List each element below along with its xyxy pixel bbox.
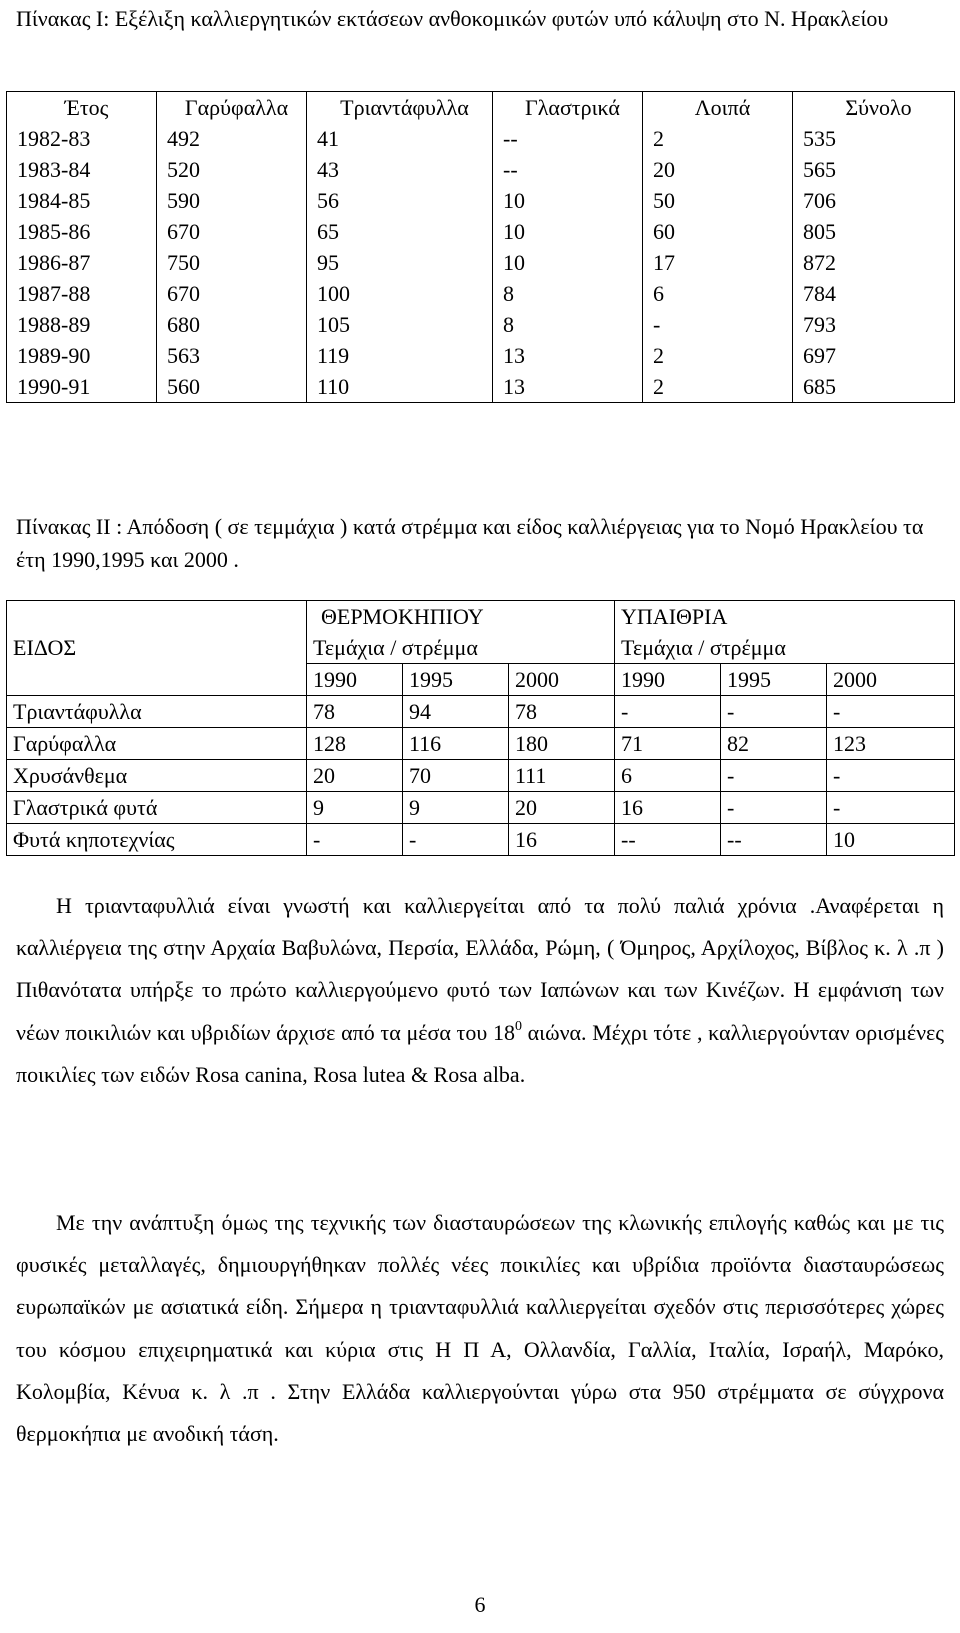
table2-kind-cell: Χρυσάνθεμα	[7, 760, 307, 792]
table2-value-cell: 180	[509, 728, 615, 760]
table2-value-cell: -	[615, 696, 721, 728]
table2-value-cell: 123	[827, 728, 955, 760]
table1-cell: 590	[157, 185, 307, 216]
paragraph-rose-history-text: Η τριανταφυλλιά είναι γνωστή και καλλιεργείται από τα πολύ παλιά χρόνια .Αναφέρεται η καλλιέργεια της στην Αρχαία Βαβυλώνα, Περσία, Ελλάδα, Ρώμη, ( Όμηρος, Αρχίλοχος, Βίβλος κ. λ .π ) Πιθανότατα υπήρξε το πρώτο καλλιεργούμενο φυτό των Ιαπώνων και των Κινέζων. Η εμφάνιση των νέων ποικιλιών και υβριδίων άρχισε από τα μέσα του 18	[16, 893, 944, 1045]
table1-cell: 750	[157, 247, 307, 278]
table2-value-cell: -	[827, 760, 955, 792]
table1-cell: 1983-84	[7, 154, 157, 185]
paragraph-rose-cultivation-today: Με την ανάπτυξη όμως της τεχνικής των διασταυρώσεων της κλωνικής επιλογής καθώς και με τις φυσικές μεταλλαγές, δημιουργήθηκαν πολλές νέες ποικιλίες και υβρίδια προϊόντα διασταυρώσεως ευρωπαϊκών με ασιατικά είδη. Σήμερα η τριανταφυλλιά καλλιεργείται σχεδόν στις περισσότερες χώρες του κόσμου επιχειρηματικά και κύρια στις Η Π Α, Ολλανδία, Γαλλία, Ιταλία, Ισραήλ, Μαρόκο, Κολομβία, Κένυα κ. λ .π . Στην Ελλάδα καλλιεργούνται γύρω στα 950 στρέμματα σε σύγχρονα θερμοκήπια με ανοδική τάση.	[16, 1210, 944, 1447]
table1-cell: 6	[643, 278, 793, 309]
table2-value-cell: 71	[615, 728, 721, 760]
table2-group-outdoor: ΥΠΑΙΘΡΙΑ	[615, 601, 955, 633]
table2-row	[7, 824, 955, 856]
table1-cell: 56	[307, 185, 493, 216]
table2-year-cell: 2000	[509, 664, 615, 696]
table2-value-cell: 16	[615, 792, 721, 824]
table1-cell: 8	[493, 309, 643, 340]
table1-cell: 1985-86	[7, 216, 157, 247]
table1-cultivation-areas	[6, 91, 955, 403]
table1-row	[7, 278, 955, 309]
table1-cell: 520	[157, 154, 307, 185]
table1-cell: 872	[793, 247, 955, 278]
table2-value-cell: 20	[307, 760, 403, 792]
table2-value-cell: 16	[509, 824, 615, 856]
table1-cell: 10	[493, 216, 643, 247]
table2-unit-outdoor: Τεμάχια / στρέμμα	[615, 632, 955, 664]
table2-value-cell: 82	[721, 728, 827, 760]
table1-cell: 13	[493, 340, 643, 371]
table2-value-cell: 9	[307, 792, 403, 824]
table2-value-cell: 78	[509, 696, 615, 728]
table1-cell: 793	[793, 309, 955, 340]
table2-value-cell: 10	[827, 824, 955, 856]
table1-cell: 110	[307, 371, 493, 403]
table1-cell: 1989-90	[7, 340, 157, 371]
table1-row	[7, 247, 955, 278]
table1-row	[7, 185, 955, 216]
table2-value-cell: -	[307, 824, 403, 856]
table2-value-cell: 70	[403, 760, 509, 792]
table1-cell: 119	[307, 340, 493, 371]
table1-cell: -	[643, 309, 793, 340]
table1-row	[7, 371, 955, 403]
table1-cell: 697	[793, 340, 955, 371]
paragraph-rose-history	[16, 885, 944, 1096]
table1-header-potted: Γλαστρικά	[493, 92, 643, 124]
table1-cell: 685	[793, 371, 955, 403]
table2-row	[7, 728, 955, 760]
table2-value-cell: 94	[403, 696, 509, 728]
table2-value-cell: -	[403, 824, 509, 856]
table1-row	[7, 154, 955, 185]
table1-header-roses: Τριαντάφυλλα	[307, 92, 493, 124]
table1-cell: 670	[157, 278, 307, 309]
table2-value-cell: --	[721, 824, 827, 856]
table2-value-cell: 111	[509, 760, 615, 792]
table2-kind-cell: Γλαστρικά φυτά	[7, 792, 307, 824]
table1-cell: 535	[793, 123, 955, 154]
table2-value-cell: -	[721, 696, 827, 728]
table1-cell: 43	[307, 154, 493, 185]
table2-year-cell: 2000	[827, 664, 955, 696]
table1-cell: --	[493, 123, 643, 154]
table1-cell: 670	[157, 216, 307, 247]
table2-value-cell: 78	[307, 696, 403, 728]
table1-cell: 1982-83	[7, 123, 157, 154]
table1-cell: 20	[643, 154, 793, 185]
table2-kind-label: ΕΙΔΟΣ	[7, 632, 307, 664]
table1-row	[7, 340, 955, 371]
table2-unit-greenhouse: Τεμάχια / στρέμμα	[307, 632, 615, 664]
table1-cell: 492	[157, 123, 307, 154]
table2-group-greenhouse: ΘΕΡΜΟΚΗΠΙΟΥ	[307, 601, 615, 633]
table2-row	[7, 792, 955, 824]
table1-cell: 105	[307, 309, 493, 340]
table1-cell: 2	[643, 371, 793, 403]
table1-row	[7, 216, 955, 247]
table2-yield-per-stremma	[6, 600, 955, 856]
century-superscript: 0	[514, 1018, 522, 1034]
table1-cell: 1988-89	[7, 309, 157, 340]
table1-cell: 100	[307, 278, 493, 309]
table2-group-row	[7, 601, 955, 633]
table1-cell: 10	[493, 185, 643, 216]
table2-year-row	[7, 664, 955, 696]
table1-cell: 706	[793, 185, 955, 216]
table1-cell: 560	[157, 371, 307, 403]
table2-value-cell: -	[721, 792, 827, 824]
table1-row	[7, 123, 955, 154]
table2-value-cell: 6	[615, 760, 721, 792]
table2-value-cell: 20	[509, 792, 615, 824]
paragraph-rose-history-text-end: αιώνα. Μέχρι τότε , καλλιεργούνταν ορισμένες ποικιλίες των ειδών Rosa canina, Rosa lutea & Rosa alba.	[16, 1019, 944, 1087]
table1-cell: 784	[793, 278, 955, 309]
table2-year-cell: 1995	[403, 664, 509, 696]
table1-caption: Πίνακας Ι: Εξέλιξη καλλιεργητικών εκτάσεων ανθοκομικών φυτών υπό κάλυψη στο Ν. Ηρακλείου	[16, 6, 889, 31]
table2-kind-bottom-cell	[7, 664, 307, 696]
table1-cell: 2	[643, 123, 793, 154]
table2-kind-top-cell	[7, 601, 307, 633]
table1-header-other: Λοιπά	[643, 92, 793, 124]
table1-cell: 1986-87	[7, 247, 157, 278]
table1-cell: 1987-88	[7, 278, 157, 309]
table1-cell: 8	[493, 278, 643, 309]
table1-header-carnations: Γαρύφαλλα	[157, 92, 307, 124]
table2-kind-cell: Τριαντάφυλλα	[7, 696, 307, 728]
table2-value-cell: --	[615, 824, 721, 856]
table2-year-cell: 1990	[615, 664, 721, 696]
table2-unit-row	[7, 632, 955, 664]
table1-header-year: Έτος	[7, 92, 157, 124]
table1-cell: --	[493, 154, 643, 185]
table1-cell: 65	[307, 216, 493, 247]
table1-cell: 565	[793, 154, 955, 185]
table2-value-cell: -	[827, 696, 955, 728]
table2-value-cell: -	[721, 760, 827, 792]
table1-cell: 1990-91	[7, 371, 157, 403]
table2-row	[7, 696, 955, 728]
table1-header-total: Σύνολο	[793, 92, 955, 124]
page-number: 6	[474, 1592, 486, 1617]
table1-cell: 60	[643, 216, 793, 247]
table1-cell: 805	[793, 216, 955, 247]
table1-cell: 17	[643, 247, 793, 278]
table1-cell: 41	[307, 123, 493, 154]
table1-cell: 680	[157, 309, 307, 340]
table1-cell: 563	[157, 340, 307, 371]
table1-cell: 95	[307, 247, 493, 278]
table2-row	[7, 760, 955, 792]
table2-value-cell: 116	[403, 728, 509, 760]
table1-cell: 13	[493, 371, 643, 403]
table1-cell: 50	[643, 185, 793, 216]
table1-header-row	[7, 92, 955, 124]
table1-row	[7, 309, 955, 340]
table2-value-cell: 9	[403, 792, 509, 824]
table2-year-cell: 1990	[307, 664, 403, 696]
table2-kind-cell: Φυτά κηποτεχνίας	[7, 824, 307, 856]
table1-cell: 10	[493, 247, 643, 278]
table2-value-cell: 128	[307, 728, 403, 760]
table1-cell: 2	[643, 340, 793, 371]
table2-caption: Πίνακας ΙΙ : Απόδοση ( σε τεμμάχια ) κατά στρέμμα και είδος καλλιέργειας για το Νομό Ηρακλείου τα έτη 1990,1995 και 2000 .	[16, 514, 924, 572]
table2-year-cell: 1995	[721, 664, 827, 696]
table2-kind-cell: Γαρύφαλλα	[7, 728, 307, 760]
table2-value-cell: -	[827, 792, 955, 824]
table1-cell: 1984-85	[7, 185, 157, 216]
